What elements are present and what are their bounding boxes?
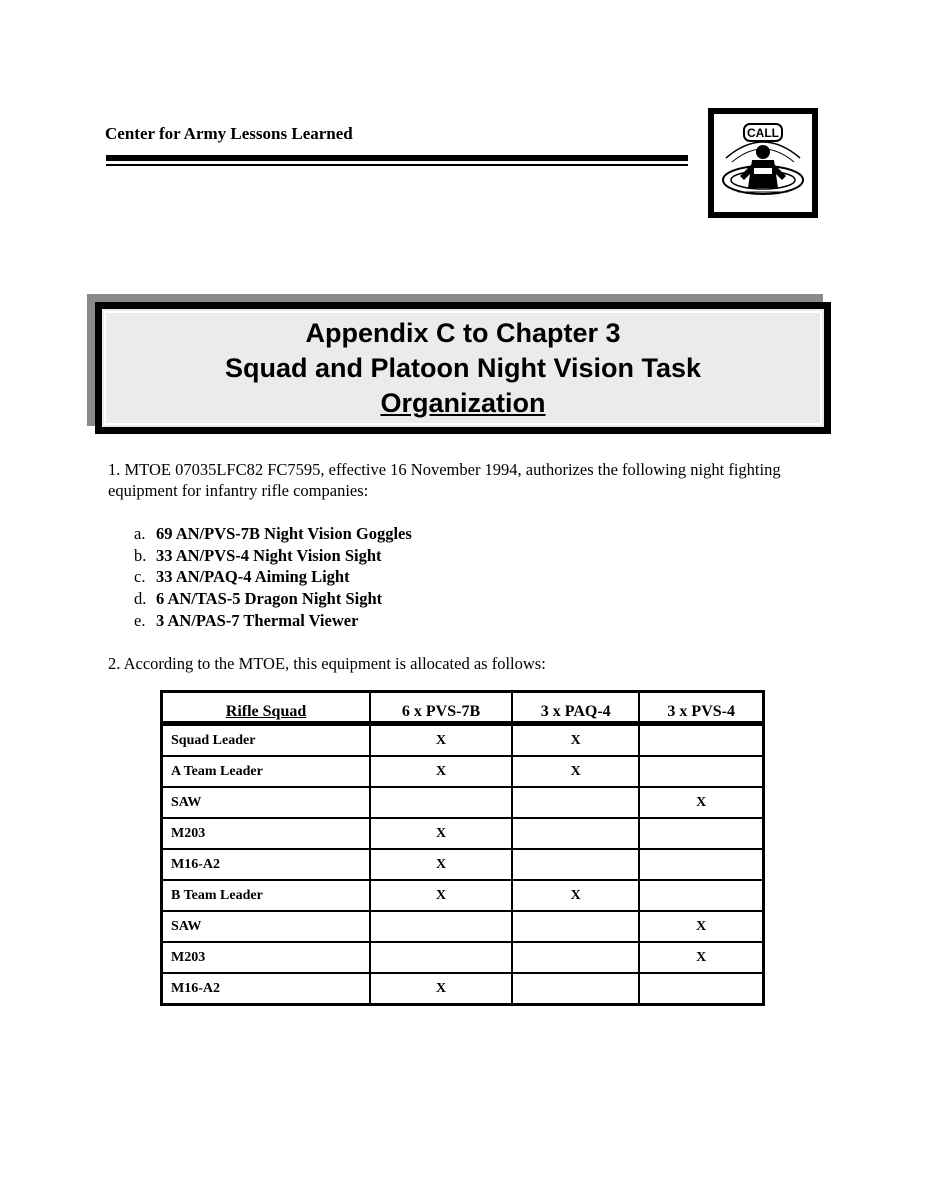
header-pvs-4: 3 x PVS-4: [639, 692, 763, 724]
table-row: [162, 911, 764, 942]
position-cell: M16-A2: [162, 973, 371, 1005]
pvs-7b-cell: X: [370, 973, 512, 1005]
pvs-7b-cell: [370, 911, 512, 942]
position-cell: B Team Leader: [162, 880, 371, 911]
pvs-7b-cell: X: [370, 818, 512, 849]
paq-4-cell: [512, 911, 639, 942]
appendix-title: Appendix C to Chapter 3: [305, 317, 621, 348]
paq-4-cell: X: [512, 756, 639, 787]
list-item: e. 3 AN/PAS-7 Thermal Viewer: [134, 610, 359, 630]
list-item: a. 69 AN/PVS-7B Night Vision Goggles: [134, 524, 412, 543]
position-cell: A Team Leader: [162, 756, 371, 787]
appendix-subtitle: Squad and Platoon Night Vision Task: [224, 352, 702, 383]
header-rifle-squad: Rifle Squad: [162, 692, 371, 724]
pvs-4-cell: [639, 849, 763, 880]
header-rule-thin: [106, 164, 688, 166]
pvs-7b-cell: X: [370, 724, 512, 757]
pvs-4-cell: [639, 724, 763, 757]
allocation-table: [160, 690, 765, 1006]
header-pvs-7b: 6 x PVS-7B: [370, 692, 512, 724]
paq-4-cell: [512, 818, 639, 849]
pvs-7b-cell: [370, 942, 512, 973]
position-cell: M16-A2: [162, 849, 371, 880]
pvs-4-cell: [639, 818, 763, 849]
table-row: [162, 849, 764, 880]
paragraph-1: 1. MTOE 07035LFC82 FC7595, effective 16 November 1994, authorizes the following night fighting equipment for infantry rifle companies:: [108, 460, 781, 500]
position-cell: SAW: [162, 911, 371, 942]
position-cell: SAW: [162, 787, 371, 818]
paq-4-cell: [512, 973, 639, 1005]
table-row: [162, 724, 764, 757]
paq-4-cell: [512, 787, 639, 818]
list-item: b. 33 AN/PVS-4 Night Vision Sight: [134, 545, 382, 565]
pvs-4-cell: [639, 973, 763, 1005]
pvs-7b-cell: [370, 787, 512, 818]
paq-4-cell: X: [512, 880, 639, 911]
logo-text: CALL: [747, 126, 779, 140]
position-cell: M203: [162, 818, 371, 849]
equipment-list: [134, 523, 412, 632]
paq-4-cell: [512, 849, 639, 880]
table-row: [162, 942, 764, 973]
pvs-7b-cell: X: [370, 880, 512, 911]
table-row: [162, 973, 764, 1005]
list-item: c. 33 AN/PAQ-4 Aiming Light: [134, 567, 350, 587]
list-item: d. 6 AN/TAS-5 Dragon Night Sight: [134, 589, 383, 609]
table-row: [162, 756, 764, 787]
position-cell: Squad Leader: [162, 724, 371, 757]
pvs-4-cell: [639, 756, 763, 787]
organization-name: Center for Army Lessons Learned: [105, 124, 353, 143]
pvs-4-cell: [639, 880, 763, 911]
paragraph-2: 2. According to the MTOE, this equipment is allocated as follows:: [108, 654, 546, 673]
paq-4-cell: X: [512, 724, 639, 757]
pvs-4-cell: X: [639, 787, 763, 818]
header-rule-thick: [106, 155, 688, 161]
table-header-row: [162, 692, 764, 724]
appendix-subtitle-continued: Organization: [380, 387, 546, 418]
call-emblem-icon: [718, 118, 808, 208]
header-paq-4: 3 x PAQ-4: [512, 692, 639, 724]
paq-4-cell: [512, 942, 639, 973]
pvs-4-cell: X: [639, 942, 763, 973]
pvs-4-cell: X: [639, 911, 763, 942]
pvs-7b-cell: X: [370, 756, 512, 787]
position-cell: M203: [162, 942, 371, 973]
table-row: [162, 787, 764, 818]
pvs-7b-cell: X: [370, 849, 512, 880]
table-row: [162, 818, 764, 849]
title-box: [95, 302, 831, 434]
call-logo: [708, 108, 818, 218]
table-row: [162, 880, 764, 911]
